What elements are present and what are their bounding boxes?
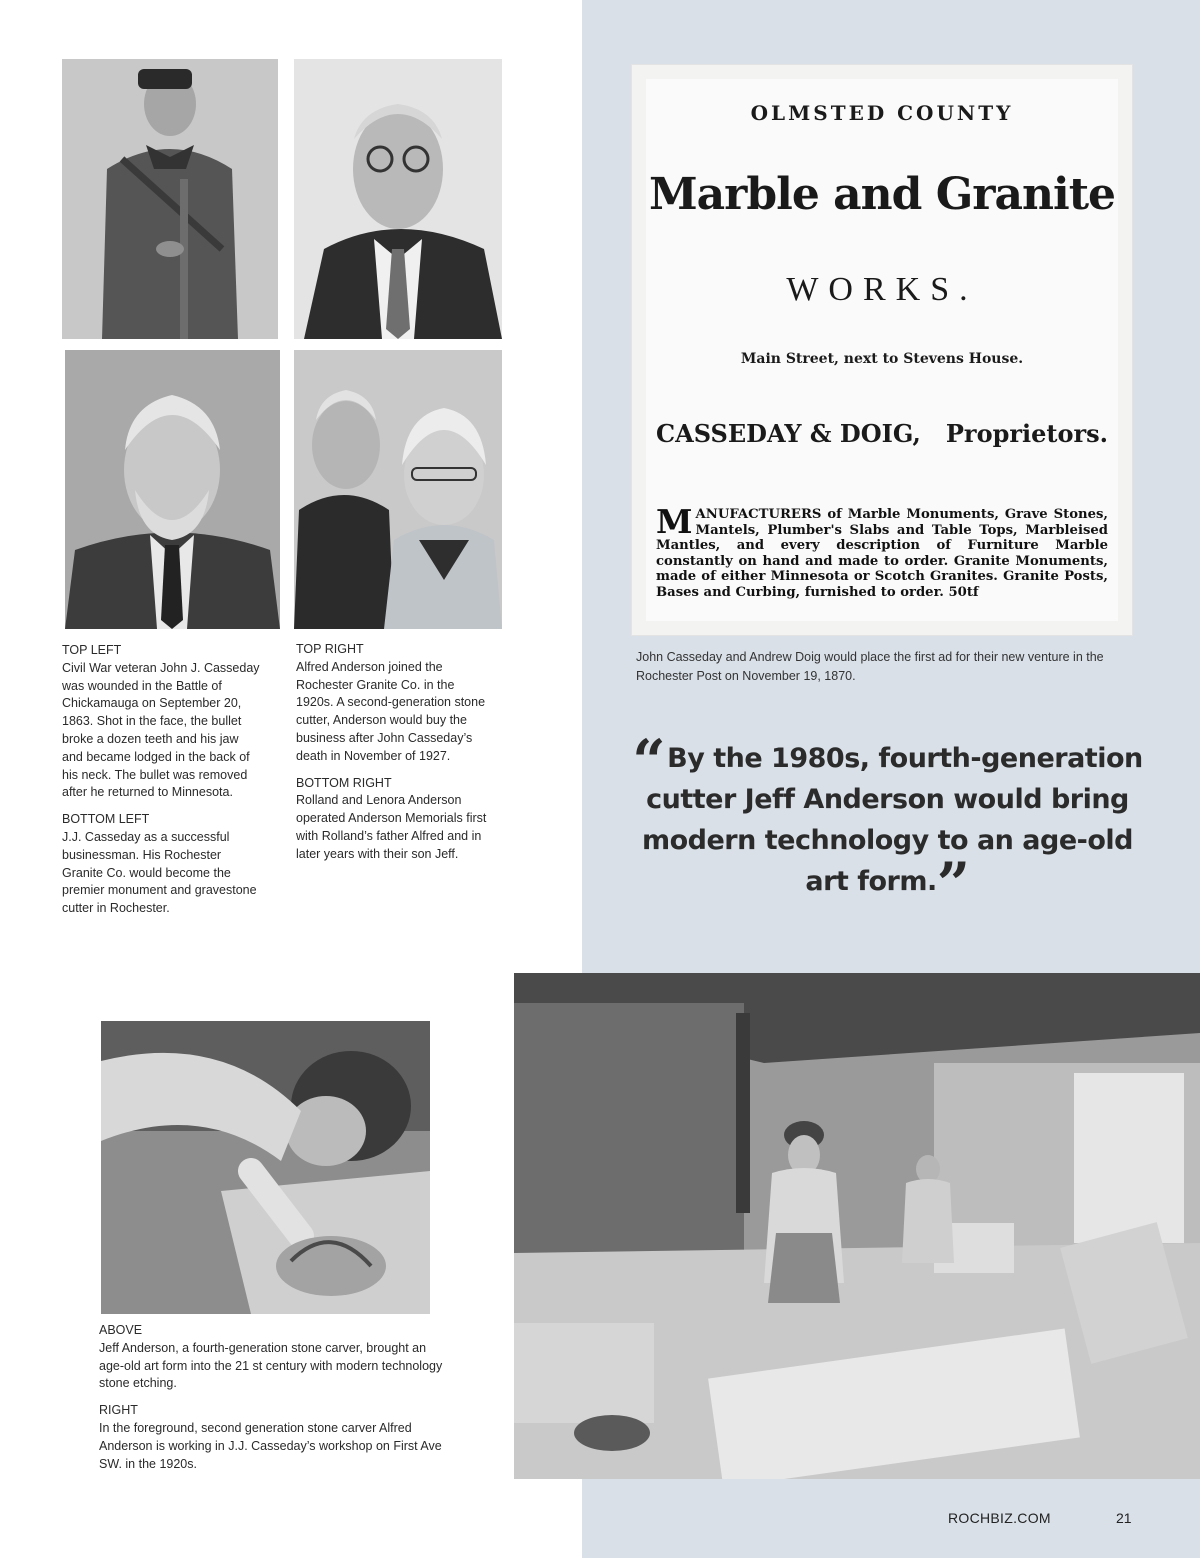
photo-casseday-workshop bbox=[514, 973, 1200, 1479]
caption-label-top-right: TOP RIGHT bbox=[296, 642, 364, 656]
caption-left-column bbox=[62, 642, 262, 927]
ad-works: WORKS. bbox=[786, 271, 978, 308]
caption-text-bottom-left: J.J. Casseday as a successful businessman. His Rochester Granite Co. would become the premier monument and gravestone cutter in Rochester. bbox=[62, 829, 257, 916]
ad-address: Main Street, next to Stevens House. bbox=[740, 351, 1024, 367]
ad-drop-cap: M bbox=[656, 502, 693, 541]
caption-bottom-block bbox=[99, 1322, 444, 1482]
pull-quote bbox=[630, 727, 1145, 918]
caption-label-above: ABOVE bbox=[99, 1323, 143, 1337]
caption-text-right: In the foreground, second generation stone carver Alfred Anderson is working in J.J. Casseday’s workshop on First Ave SW. in the 1920s. bbox=[99, 1420, 442, 1471]
caption-label-right: RIGHT bbox=[99, 1403, 138, 1418]
pull-quote-text: By the 1980s, fourth-generation cutter Jeff Anderson would bring modern technology to an age-old art form. bbox=[641, 743, 1143, 897]
caption-text-top-right: Alfred Anderson joined the Rochester Granite Co. in the 1920s. A second-generation stone cutter, Anderson would buy the business after John Casseday’s death in November of 1927. bbox=[296, 659, 486, 763]
caption-label-bottom-left: BOTTOM LEFT bbox=[62, 812, 150, 827]
close-quote-mark: ” bbox=[936, 850, 970, 918]
footer-page-number: 21 bbox=[1116, 1510, 1132, 1526]
photo-alfred-anderson bbox=[294, 59, 502, 339]
newspaper-ad bbox=[631, 64, 1133, 636]
newspaper-ad-body bbox=[646, 79, 1118, 621]
photo-jeff-anderson-carving bbox=[101, 1021, 430, 1314]
photo-casseday-businessman bbox=[65, 350, 280, 629]
ad-owners-role: Proprietors. bbox=[945, 419, 1108, 448]
open-quote-mark: “ bbox=[632, 727, 666, 795]
ad-title: Marble and Granite bbox=[648, 169, 1116, 220]
photo-civil-war-casseday bbox=[62, 59, 278, 339]
caption-right-column bbox=[296, 641, 492, 873]
footer-website: ROCHBIZ.COM bbox=[948, 1510, 1051, 1526]
caption-label-top-left: TOP LEFT bbox=[62, 643, 122, 657]
ad-caption: John Casseday and Andrew Doig would place the first ad for their new venture in the Rochester Post on November 19, 1870. bbox=[636, 650, 1104, 683]
photo-rolland-lenora-anderson bbox=[294, 350, 502, 629]
caption-label-bottom-right: BOTTOM RIGHT bbox=[296, 775, 392, 790]
ad-owners-line bbox=[656, 419, 1108, 448]
ad-body-text bbox=[656, 502, 1108, 600]
ad-header: OLMSTED COUNTY bbox=[750, 101, 1014, 125]
ad-owners: CASSEDAY & DOIG, bbox=[656, 419, 921, 448]
caption-text-bottom-right: Rolland and Lenora Anderson operated Anderson Memorials first with Rolland’s father Alfred and in later years with their son Jeff. bbox=[296, 793, 487, 861]
caption-text-above: Jeff Anderson, a fourth-generation stone carver, brought an age-old art form into the 21 st century with modern technology stone etching. bbox=[99, 1340, 443, 1391]
ad-body: ANUFACTURERS of Marble Monuments, Grave Stones, Mantels, Plumber's Slabs and Table Tops, Marbleised Mantles, and every description of Furniture Marble constantly on hand and made to order. Granite Monuments, made of either Minnesota or Scotch Granites. Granite Posts, Bases and Curbing, furnished to order. 50tf bbox=[656, 507, 1108, 600]
caption-text-top-left: Civil War veteran John J. Casseday was wounded in the Battle of Chickamauga on September 20, 1863. Shot in the face, the bullet broke a dozen teeth and his jaw and became lodged in the back of his neck. The bullet was removed after he returned to Minnesota. bbox=[62, 660, 260, 800]
